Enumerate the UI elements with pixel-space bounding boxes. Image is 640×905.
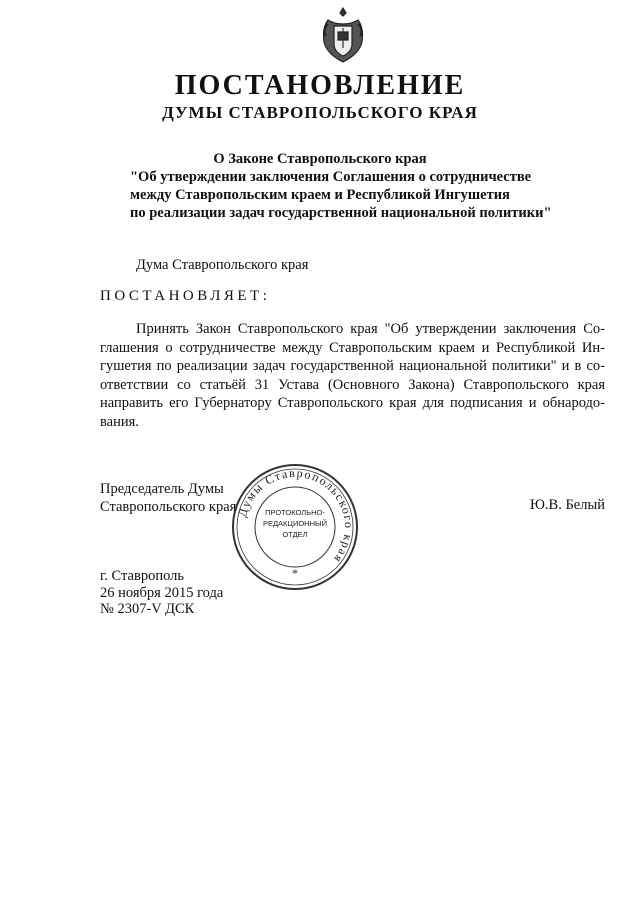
law-title-block <box>130 150 552 222</box>
decree-word: ПОСТАНОВЛЯЕТ: <box>100 288 271 304</box>
duma-line: Дума Ставропольского края <box>136 257 309 273</box>
place-date-block <box>100 568 223 618</box>
paragraph-line: ответствии со статьёй 31 Устава (Основного Закона) Ставропольского края <box>100 376 605 393</box>
stamp-center-line: РЕДАКЦИОННЫЙ <box>262 519 328 528</box>
city: г. Ставрополь <box>100 568 185 584</box>
stamp-ring-text: Думы Ставропольского края <box>235 465 357 567</box>
signatory-name: Ю.В. Белый <box>530 497 605 513</box>
date: 26 ноября 2015 года <box>100 584 224 601</box>
document-number: № 2307-V ДСК <box>100 601 195 617</box>
stamp-center-line: ОТДЕЛ <box>282 530 308 539</box>
paragraph-line: глашения о сотрудничестве между Ставропольским краем и Республикой Ин- <box>100 339 605 356</box>
law-title-line: между Ставропольским краем и Республикой Ингушетия <box>130 187 510 203</box>
document-title: ПОСТАНОВЛЕНИЕ <box>174 70 466 101</box>
signatory-position-line: Ставропольского края <box>100 499 237 515</box>
paragraph-line: гушетия по реализации задач государственной национальной политики" и в со- <box>100 358 605 375</box>
coat-of-arms-icon <box>320 6 366 64</box>
document-subtitle: ДУМЫ СТАВРОПОЛЬСКОГО КРАЯ <box>162 103 478 122</box>
law-title-line: "Об утверждении заключения Соглашения о сотрудничестве <box>130 169 532 185</box>
signatory-position <box>100 480 236 516</box>
decision-paragraph <box>100 320 605 432</box>
stamp-center-line: ПРОТОКОЛЬНО- <box>265 508 325 517</box>
paragraph-line: Принять Закон Ставропольского края "Об утверждении заключения Со- <box>136 321 605 337</box>
official-stamp <box>230 462 360 592</box>
paragraph-line: направить его Губернатору Ставропольского края для подписания и обнародо- <box>100 395 605 412</box>
law-title-line: О Законе Ставропольского края <box>213 151 427 167</box>
signatory-position-line: Председатель Думы <box>100 481 224 497</box>
paragraph-line: вания. <box>100 413 139 430</box>
law-title-line: по реализации задач государственной национальной политики" <box>130 205 552 221</box>
stamp-star: * <box>292 566 298 580</box>
